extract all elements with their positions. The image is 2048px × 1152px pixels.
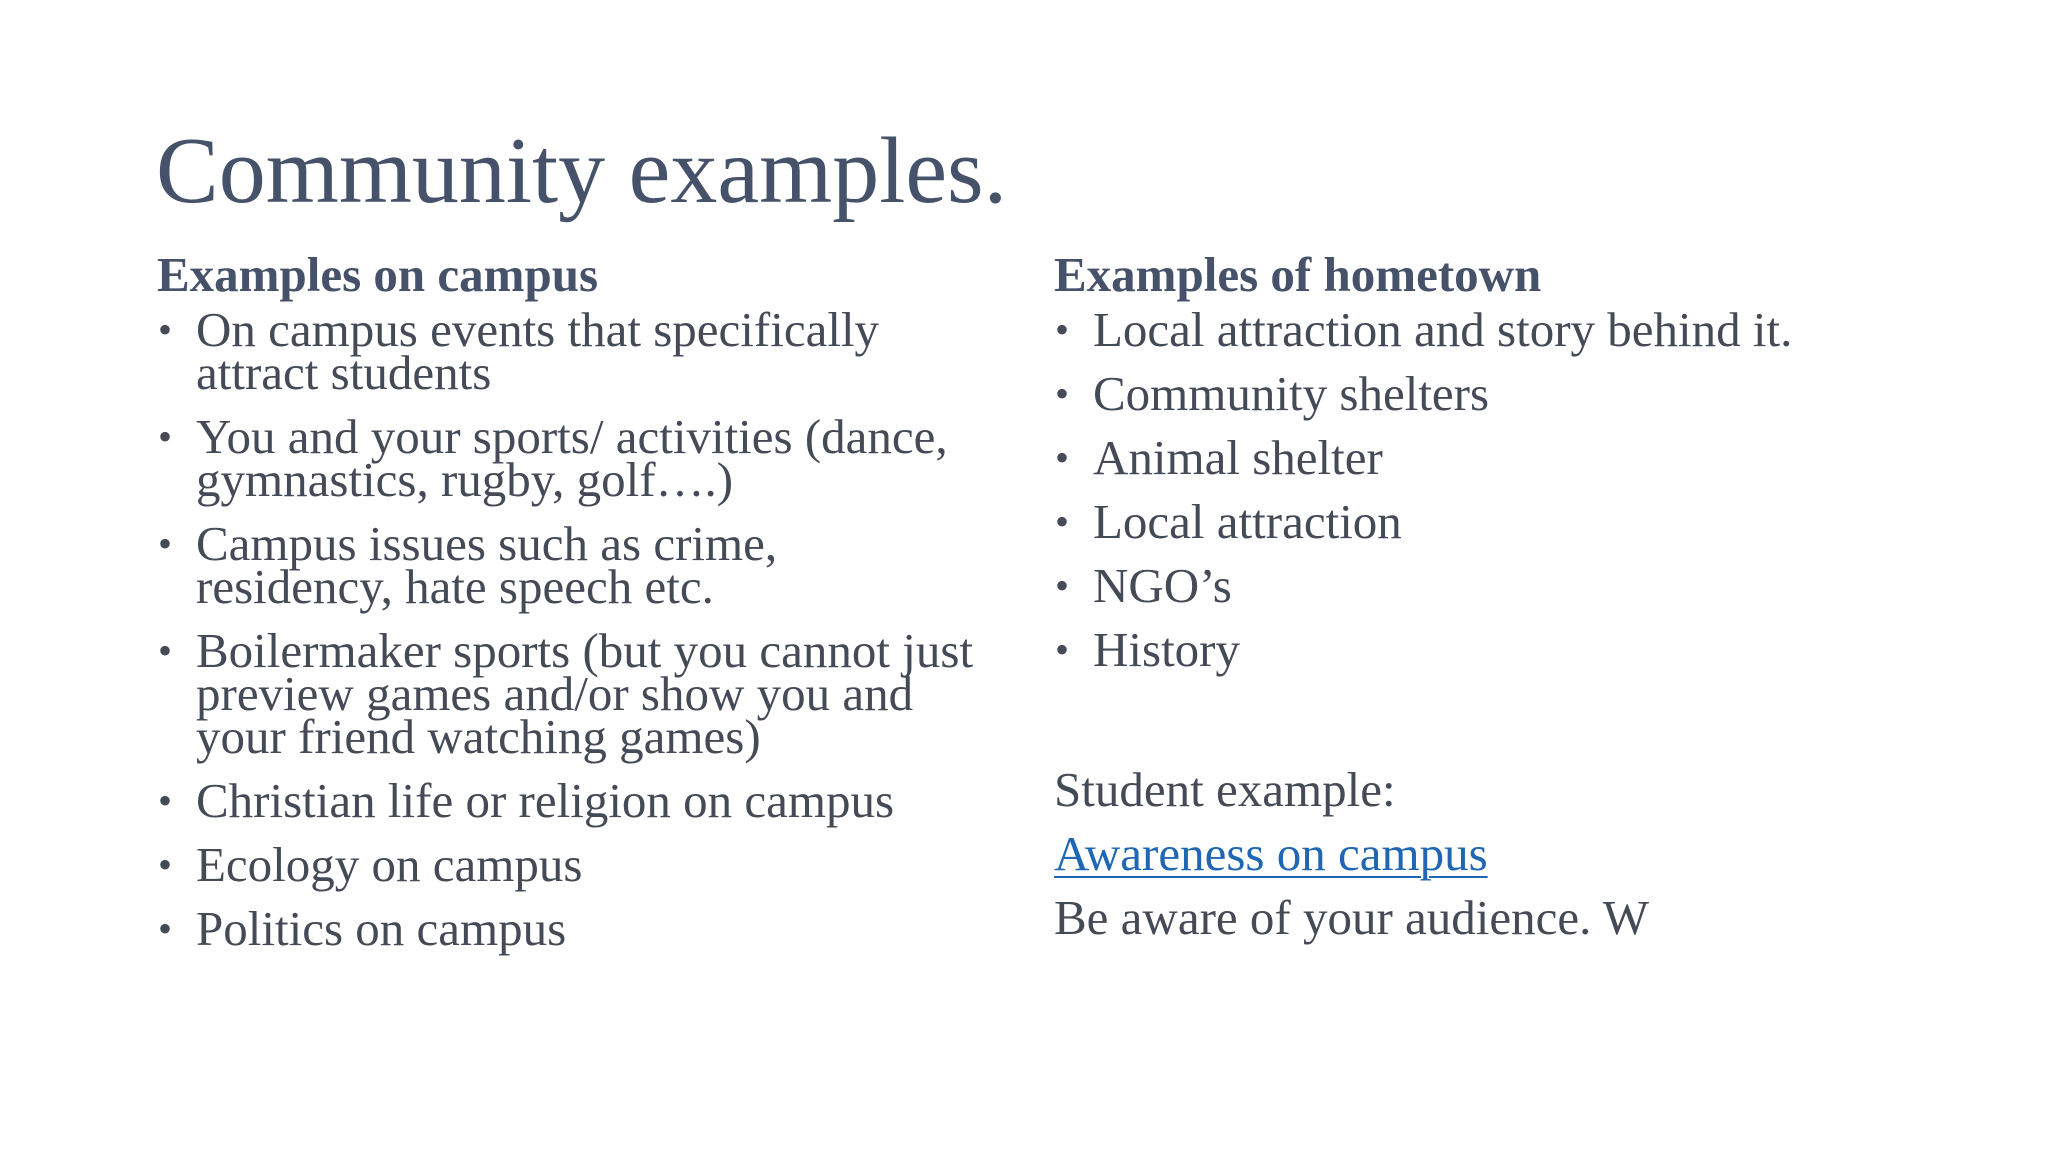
student-example-label: Student example: <box>1054 762 1396 817</box>
list-item <box>1054 302 1954 357</box>
list-item <box>157 516 916 614</box>
bullet-icon: • <box>158 307 173 352</box>
bullet-icon: • <box>158 842 173 887</box>
list-item-text: Politics on campus <box>196 901 567 956</box>
list-item <box>1054 558 1954 613</box>
list-item <box>157 409 1026 507</box>
list-item <box>1054 494 1954 549</box>
campus-examples-list <box>157 302 1007 956</box>
left-column-heading: Examples on campus <box>157 247 599 302</box>
list-item <box>1054 430 1954 485</box>
audience-note: Be aware of your audience. W <box>1054 890 1649 945</box>
bullet-icon: • <box>158 414 173 459</box>
bullet-icon: • <box>158 521 173 566</box>
list-item-text: Boilermaker sports (but you cannot just preview games and/or show you and your friend watching games) <box>196 623 974 764</box>
bullet-icon: • <box>1055 371 1070 416</box>
list-item <box>1054 366 1954 421</box>
student-example-block <box>1054 758 1954 950</box>
list-item-text: Animal shelter <box>1093 430 1383 485</box>
list-item-text: Community shelters <box>1093 366 1490 421</box>
list-item <box>157 837 1007 892</box>
list-item <box>157 302 976 400</box>
slide-title: Community examples. <box>156 119 1008 223</box>
bullet-icon: • <box>158 628 173 673</box>
hometown-examples-list <box>1054 302 1954 677</box>
left-column <box>157 244 1007 971</box>
awareness-on-campus-link[interactable]: Awareness on campus <box>1054 826 1488 881</box>
list-item-text: Local attraction <box>1093 494 1402 549</box>
list-item-text: Local attraction and story behind it. <box>1093 302 1793 357</box>
list-item-text: History <box>1093 622 1240 677</box>
list-item <box>157 901 1007 956</box>
list-item-text: Christian life or religion on campus <box>196 773 895 828</box>
bullet-icon: • <box>1055 627 1070 672</box>
list-item <box>157 623 986 764</box>
list-item-text: NGO’s <box>1093 558 1232 613</box>
bullet-icon: • <box>158 906 173 951</box>
right-column <box>1054 244 1954 950</box>
list-item-text: On campus events that specifically attract students <box>196 302 880 400</box>
bullet-icon: • <box>1055 307 1070 352</box>
bullet-icon: • <box>158 778 173 823</box>
list-item-text: You and your sports/ activities (dance, gymnastics, rugby, golf….) <box>196 409 948 507</box>
bullet-icon: • <box>1055 435 1070 480</box>
list-item-text: Campus issues such as crime, residency, hate speech etc. <box>196 516 778 614</box>
list-item <box>157 773 1007 828</box>
list-item-text: Ecology on campus <box>196 837 583 892</box>
bullet-icon: • <box>1055 563 1070 608</box>
bullet-icon: • <box>1055 499 1070 544</box>
right-column-heading: Examples of hometown <box>1054 247 1542 302</box>
list-item <box>1054 622 1954 677</box>
